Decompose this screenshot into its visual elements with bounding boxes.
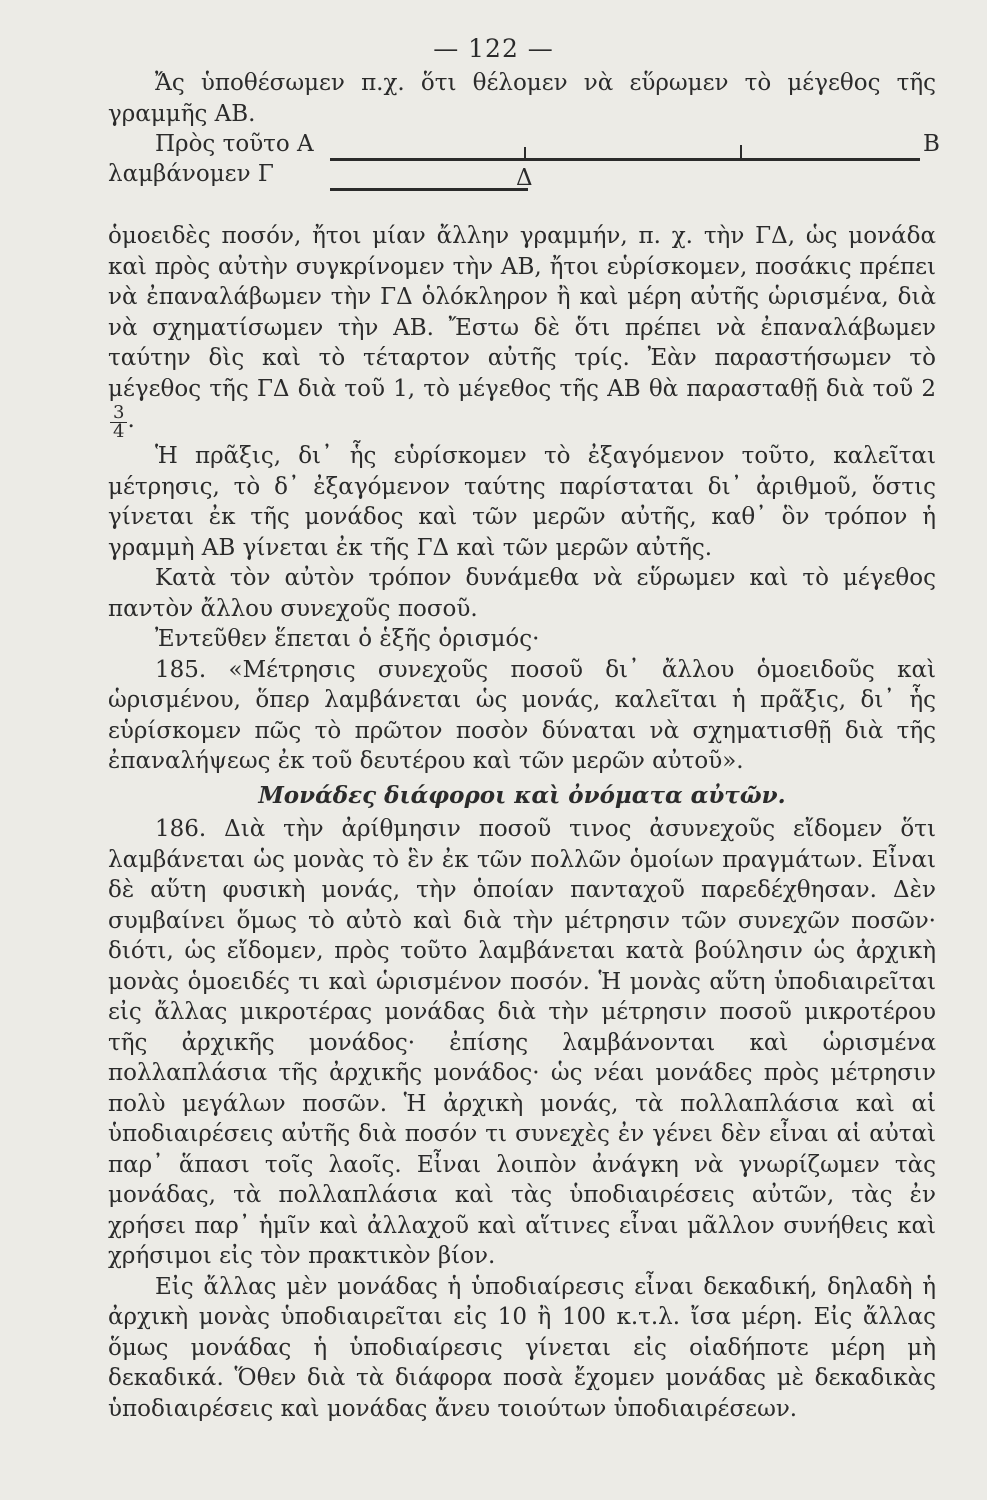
line-gd [330, 188, 528, 191]
paragraph-end-mark: . [127, 407, 135, 433]
paragraph-measurement [108, 221, 936, 441]
line-ab-label: Πρὸς τοῦτο Α [155, 131, 314, 157]
fraction-numerator: 3 [110, 404, 127, 423]
line-ab-mark-2 [740, 145, 742, 159]
paragraph-definition-intro: Ἐντεῦθεν ἕπεται ὁ ἑξῆς ὁρισμός· [155, 626, 540, 652]
paragraph-operation: Ἡ πρᾶξις, δι᾽ ἧς εὑρίσκομεν τὸ ἐξαγόμενον τοῦτο, καλεῖται μέτρησις, τὸ δ᾽ ἐξαγόμενον ταύτης παρίσταται δι᾽ ἀριθμοῦ, ὅστις γίνεται ἐκ τῆς μονάδος καὶ τῶν μερῶν αὐτῆς, καθ᾽ ὃν τρόπον ἡ γραμμὴ ΑΒ γίνεται ἐκ τῆς ΓΔ καὶ τῶν μερῶν αὐτῆς. [108, 443, 936, 561]
paragraph-definition-185: 185. «Μέτρησις συνεχοῦς ποσοῦ δι᾽ ἄλλου ὁμοειδοῦς καὶ ὡρισμένου, ὅπερ λαμβάνεται ὡς μονάς, καλεῖται ἡ πρᾶξις, δι᾽ ἧς εὑρίσκομεν πῶς τὸ πρῶτον ποσὸν δύναται νὰ σχηματισθῇ διὰ τῆς ἐπαναλήψεως ἐκ τοῦ δευτέρου καὶ τῶν μερῶν αὐτοῦ». [108, 656, 936, 774]
line-figure [108, 129, 940, 221]
paragraph-same-way: Κατὰ τὸν αὐτὸν τρόπον δυνάμεθα νὰ εὕρωμεν καὶ τὸ μέγεθος παντὸν ἄλλου συνεχοῦς ποσοῦ. [108, 565, 936, 622]
line-gd-end-label: Δ [516, 165, 533, 191]
line-ab [330, 158, 920, 161]
line-ab-end-label: Β [923, 131, 940, 157]
section-heading: Μονάδες διάφοροι καὶ ὀνόματα αὐτῶν. [258, 781, 786, 809]
paragraph-measurement-text: ὁμοειδὲς ποσόν, ἤτοι μίαν ἄλλην γραμμήν, π. χ. τὴν ΓΔ, ὡς μονάδα καὶ πρὸς αὐτὴν συγκρίνομεν τὴν ΑΒ, ἤτοι εὑρίσκομεν, ποσάκις πρέπει νὰ ἐπαναλάβωμεν τὴν ΓΔ ὁλόκληρον ἢ καὶ μέρη αὐτῆς ὡρισμένα, διὰ νὰ σχηματίσωμεν τὴν ΑΒ. Ἔστω δὲ ὅτι πρέπει νὰ ἐπαναλάβωμεν ταύτην δὶς καὶ τὸ τέταρτον αὐτῆς τρίς. Ἐὰν παραστήσωμεν τὸ μέγεθος τῆς ΓΔ διὰ τοῦ 1, τὸ μέγεθος τῆς ΑΒ θὰ παρασταθῇ διὰ τοῦ 2 [108, 223, 936, 402]
page-number: — 122 — [433, 34, 554, 63]
paragraph-subdivisions: Εἰς ἄλλας μὲν μονάδας ἡ ὑποδιαίρεσις εἶναι δεκαδική, δηλαδὴ ἡ ἀρχικὴ μονὰς ὑποδιαιρεῖται εἰς 10 ἢ 100 κ.τ.λ. ἴσα μέρη. Εἰς ἄλλας ὅμως μονάδας ἡ ὑποδιαίρεσις γίνεται εἰς οἱαδήποτε μέρη μὴ δεκαδικά. Ὅθεν διὰ τὰ διάφορα ποσὰ ἔχομεν μονάδας μὲ δεκαδικὰς ὑποδιαιρέσεις καὶ μονάδας ἄνευ τοιούτων ὑποδιαιρέσεων. [108, 1273, 936, 1422]
line-ab-mark-1 [524, 147, 526, 159]
line-gd-label: λαμβάνομεν Γ [108, 161, 274, 187]
intro-paragraph: Ἄς ὑποθέσωμεν π.χ. ὅτι θέλομεν νὰ εὕρωμεν τὸ μέγεθος τῆς γραμμῆς ΑΒ. [108, 70, 936, 127]
body-text [108, 68, 940, 1424]
fraction-denominator: 4 [113, 421, 125, 442]
paragraph-186: 186. Διὰ τὴν ἀρίθμησιν ποσοῦ τινος ἀσυνεχοῦς εἴδομεν ὅτι λαμβάνεται ὡς μονὰς τὸ ἓν ἐκ τῶν πολλῶν ὁμοίων πραγμάτων. Εἶναι δὲ αὕτη φυσικὴ μονάς, τὴν ὁποίαν πανταχοῦ παρεδέχθησαν. Δὲν συμβαίνει ὅμως τὸ αὐτὸ καὶ διὰ τὴν μέτρησιν τῶν συνεχῶν ποσῶν· διότι, ὡς εἴδομεν, πρὸς τοῦτο λαμβάνεται κατὰ βούλησιν ὡς ἀρχικὴ μονὰς ὁμοειδές τι καὶ ὡρισμένον ποσόν. Ἡ μονὰς αὕτη ὑποδιαιρεῖται εἰς ἄλλας μικροτέρας μονάδας διὰ τὴν μέτρησιν ποσοῦ μικροτέρου τῆς ἀρχικῆς μονάδος· ἐπίσης λαμβάνονται καὶ ὡρισμένα πολλαπλάσια τῆς ἀρχικῆς μονάδος· ὡς νέαι μονάδες πρὸς μέτρησιν πολὺ μεγάλων ποσῶν. Ἡ ἀρχικὴ μονάς, τὰ πολλαπλάσια καὶ αἱ ὑποδιαιρέσεις αὐτῆς διὰ ποσόν τι συνεχὲς ἐν γένει δὲν εἶναι αἱ αὐταὶ παρ᾽ ἅπασι τοῖς λαοῖς. Εἶναι λοιπὸν ἀνάγκη νὰ γνωρίζωμεν τὰς μονάδας, τὰ πολλαπλάσια καὶ τὰς ὑποδιαιρέσεις αὐτῶν, τὰς ἐν χρήσει παρ᾽ ἡμῖν καὶ ἀλλαχοῦ καὶ αἵτινες εἶναι μᾶλλον συνήθεις καὶ χρήσιμοι εἰς τὸν πρακτικὸν βίον. [108, 816, 936, 1269]
fraction-three-quarters [110, 404, 127, 441]
